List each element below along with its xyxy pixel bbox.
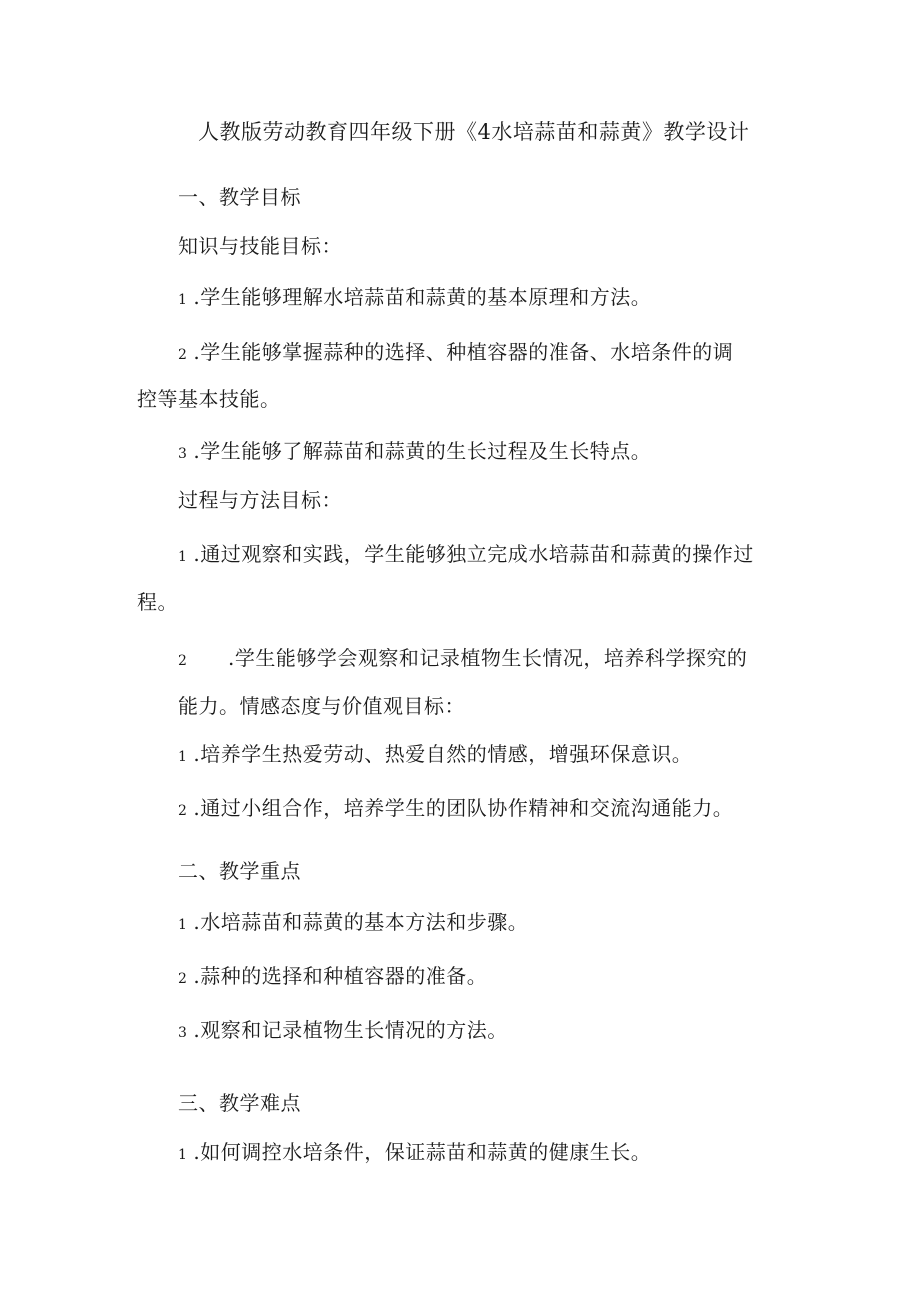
item-text: .学生能够学会观察和记录植物生长情况，培养科学探究的 xyxy=(228,646,748,670)
item-text: .培养学生热爱劳动、热爱自然的情感，增强环保意识。 xyxy=(193,742,693,766)
section-heading-key-points: 二、教学重点 xyxy=(178,859,301,883)
item-number: 2 xyxy=(178,803,188,819)
item-number: 1 xyxy=(178,749,188,765)
section-heading-difficulties: 三、教学难点 xyxy=(178,1091,301,1115)
list-item xyxy=(178,794,733,825)
item-continuation: 程。 xyxy=(137,590,178,614)
item-text: .水培蒜苗和蒜黄的基本方法和步骤。 xyxy=(193,910,529,934)
list-item xyxy=(178,437,651,468)
item-continuation: 控等基本技能。 xyxy=(137,387,281,411)
list-item xyxy=(178,740,692,771)
item-text: .学生能够了解蒜苗和蒜黄的生长过程及生长特点。 xyxy=(193,439,652,463)
item-number: 2 xyxy=(178,971,188,987)
list-item xyxy=(178,908,528,939)
list-item xyxy=(178,1016,508,1047)
item-number: 2 xyxy=(178,653,188,669)
item-text: .通过小组合作，培养学生的团队协作精神和交流沟通能力。 xyxy=(193,796,734,820)
item-number: 1 xyxy=(178,917,188,933)
item-number: 3 xyxy=(178,446,188,462)
subheading-knowledge: 知识与技能目标： xyxy=(178,234,342,258)
item-text: .观察和记录植物生长情况的方法。 xyxy=(193,1018,508,1042)
item-text: .学生能够理解水培蒜苗和蒜黄的基本原理和方法。 xyxy=(193,285,652,309)
list-item xyxy=(178,540,754,571)
list-item xyxy=(178,962,487,993)
item-number: 1 xyxy=(178,549,188,565)
item-text: .学生能够掌握蒜种的选择、种植容器的准备、水培条件的调 xyxy=(193,340,734,364)
item-number: 2 xyxy=(178,347,188,363)
item-continuation: 能力。情感态度与价值观目标： xyxy=(178,694,465,718)
subheading-process: 过程与方法目标： xyxy=(178,488,342,512)
section-heading-objectives: 一、教学目标 xyxy=(178,185,301,209)
item-text: .通过观察和实践，学生能够独立完成水培蒜苗和蒜黄的操作过 xyxy=(193,542,754,566)
item-number: 3 xyxy=(178,1025,188,1041)
item-number: 1 xyxy=(178,1147,188,1163)
list-item xyxy=(178,283,651,314)
list-item xyxy=(178,644,747,675)
item-text: .蒜种的选择和种植容器的准备。 xyxy=(193,964,488,988)
list-item xyxy=(178,338,733,369)
item-number: 1 xyxy=(178,292,188,308)
list-item xyxy=(178,1138,651,1169)
item-text: .如何调控水培条件，保证蒜苗和蒜黄的健康生长。 xyxy=(193,1140,652,1164)
document-title: 人教版劳动教育四年级下册《4水培蒜苗和蒜黄》教学设计 xyxy=(198,120,750,144)
